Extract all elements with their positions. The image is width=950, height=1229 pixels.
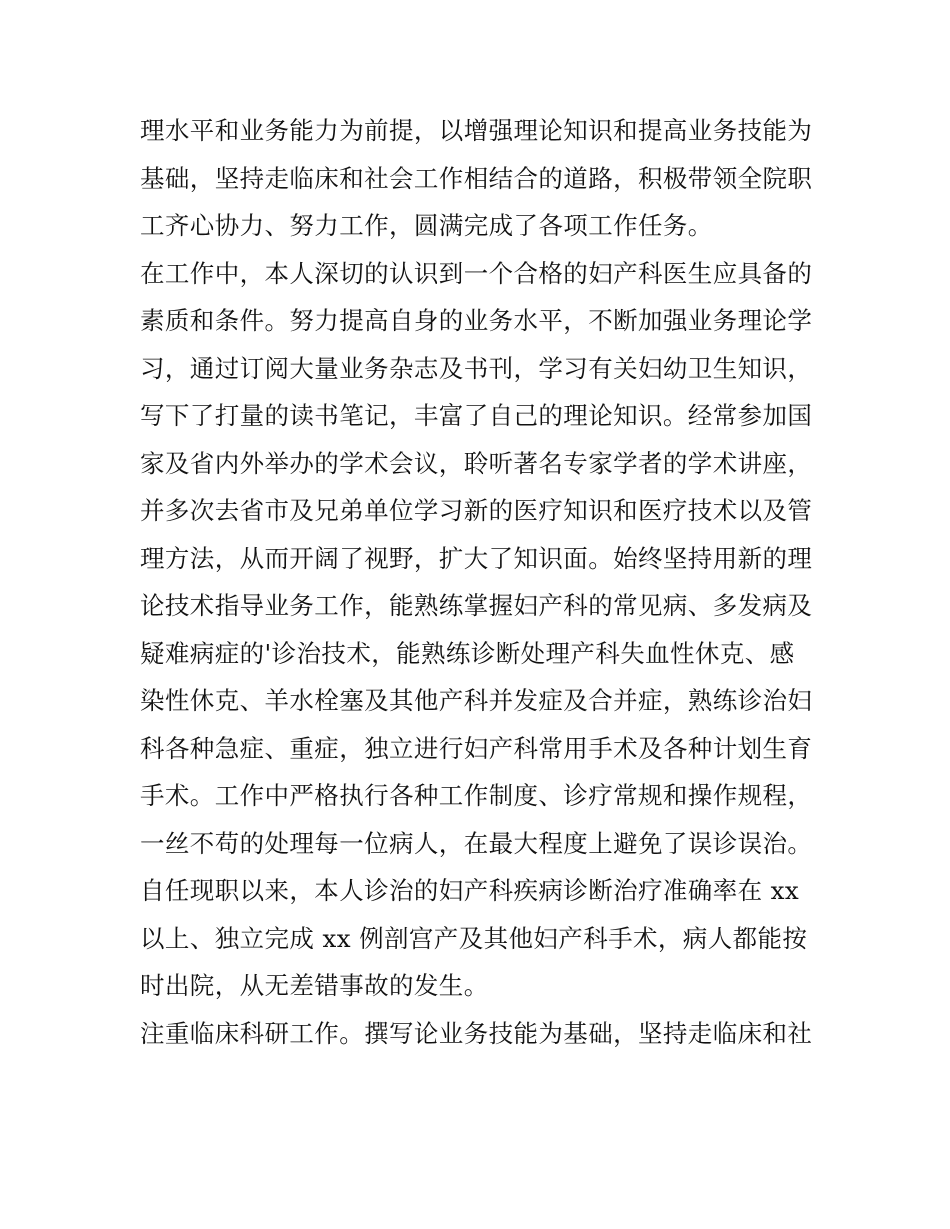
text-line: 时出院，从无差错事故的发生。 [140, 971, 489, 1000]
text-line: 理方法，从而开阔了视野，扩大了知识面。始终坚持用新的理 [140, 543, 813, 573]
text-line: 科各种急症、重症，独立进行妇产科常用手术及各种计划生育 [140, 733, 813, 763]
text-line: 手术。工作中严格执行各种工作制度、诊疗常规和操作规程， [140, 781, 813, 810]
text-line: 论技术指导业务工作，能熟练掌握妇产科的常见病、多发病及 [140, 591, 813, 620]
text-line: 基础，坚持走临床和社会工作相结合的道路，积极带领全院职 [140, 163, 813, 193]
body-text [140, 107, 820, 1057]
text-line: 疑难病症的'诊治技术，能熟练诊断处理产科失血性休克、感 [140, 638, 795, 668]
text-line: 理水平和业务能力为前提，以增强理论知识和提高业务技能为 [140, 116, 813, 145]
text-line: 一丝不苟的处理每一位病人，在最大程度上避免了误诊误治。 [140, 828, 813, 858]
text-line: 以上、独立完成 xx 例剖宫产及其他妇产科手术，病人都能按 [140, 923, 808, 953]
text-line: 注重临床科研工作。撰写论业务技能为基础，坚持走临床和社 [140, 1018, 813, 1048]
text-line: 自任现职以来，本人诊治的妇产科疾病诊断治疗准确率在 xx [140, 876, 800, 905]
text-line: 染性休克、羊水栓塞及其他产科并发症及合并症，熟练诊治妇 [140, 686, 813, 715]
text-line: 在工作中，本人深切的认识到一个合格的妇产科医生应具备的 [140, 258, 813, 288]
text-line: 习，通过订阅大量业务杂志及书刊，学习有关妇幼卫生知识， [140, 353, 813, 383]
text-line: 并多次去省市及兄弟单位学习新的医疗知识和医疗技术以及管 [140, 496, 813, 525]
text-line: 素质和条件。努力提高自身的业务水平，不断加强业务理论学 [140, 306, 813, 335]
text-line: 工齐心协力、努力工作，圆满完成了各项工作任务。 [140, 211, 713, 240]
text-line: 写下了打量的读书笔记，丰富了自己的理论知识。经常参加国 [140, 401, 813, 430]
text-line: 家及省内外举办的学术会议，聆听著名专家学者的学术讲座， [140, 448, 813, 478]
